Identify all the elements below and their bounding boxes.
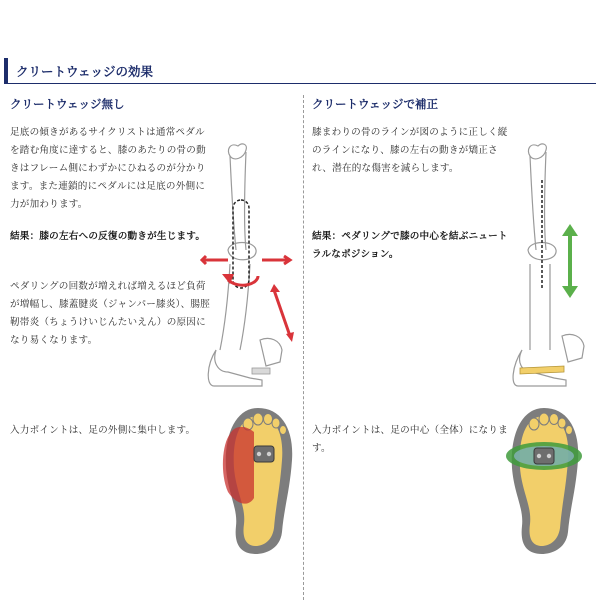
section-title: クリートウェッジの効果 [16, 64, 154, 79]
left-description: 足底の傾きがあるサイクリストは通常ペダルを踏む角度に達すると、膝のあたりの骨の動きはフレーム側にわずかにひねるのが分かります。また連鎖的にペダルには足底の外側に力が加わります。 [10, 127, 206, 210]
cleat-icon [534, 448, 554, 464]
right-description: 膝まわりの骨のラインが図のように正しく縦のラインになり、膝の左右の動きが矯正され、潜在的な傷害を減らします。 [312, 127, 508, 174]
right-input-point: 入力ポイントは、足の中心（全体）になります。 [312, 425, 508, 454]
green-arrow-icon [562, 224, 578, 298]
cleat-icon [254, 446, 274, 462]
left-result: 結果：膝の左右への反復の動きが生じます。 [10, 231, 206, 242]
red-arrow-icon [202, 256, 294, 342]
pressure-zone-outer [223, 427, 254, 504]
left-effect: ペダリングの回数が増えれば増えるほど負荷が増幅し、膝蓋腱炎（ジャンパー膝炎）、腸脛靭帯炎（ちょうけいじんたいえん）の原因になり易くなります。 [10, 281, 211, 346]
right-leg-skeleton-icon [500, 140, 600, 390]
column-divider [303, 95, 304, 600]
left-leg-skeleton-icon [200, 140, 300, 390]
right-heading: クリートウェッジで補正 [312, 97, 439, 111]
section-title-bar [4, 58, 596, 84]
left-heading: クリートウェッジ無し [10, 97, 125, 111]
right-insole-icon [504, 404, 584, 554]
left-input-point: 入力ポイントは、足の外側に集中します。 [10, 425, 196, 436]
right-result: 結果：ペダリングで膝の中心を結ぶニュートラルなポジション。 [312, 231, 508, 260]
left-insole-icon [218, 404, 298, 554]
